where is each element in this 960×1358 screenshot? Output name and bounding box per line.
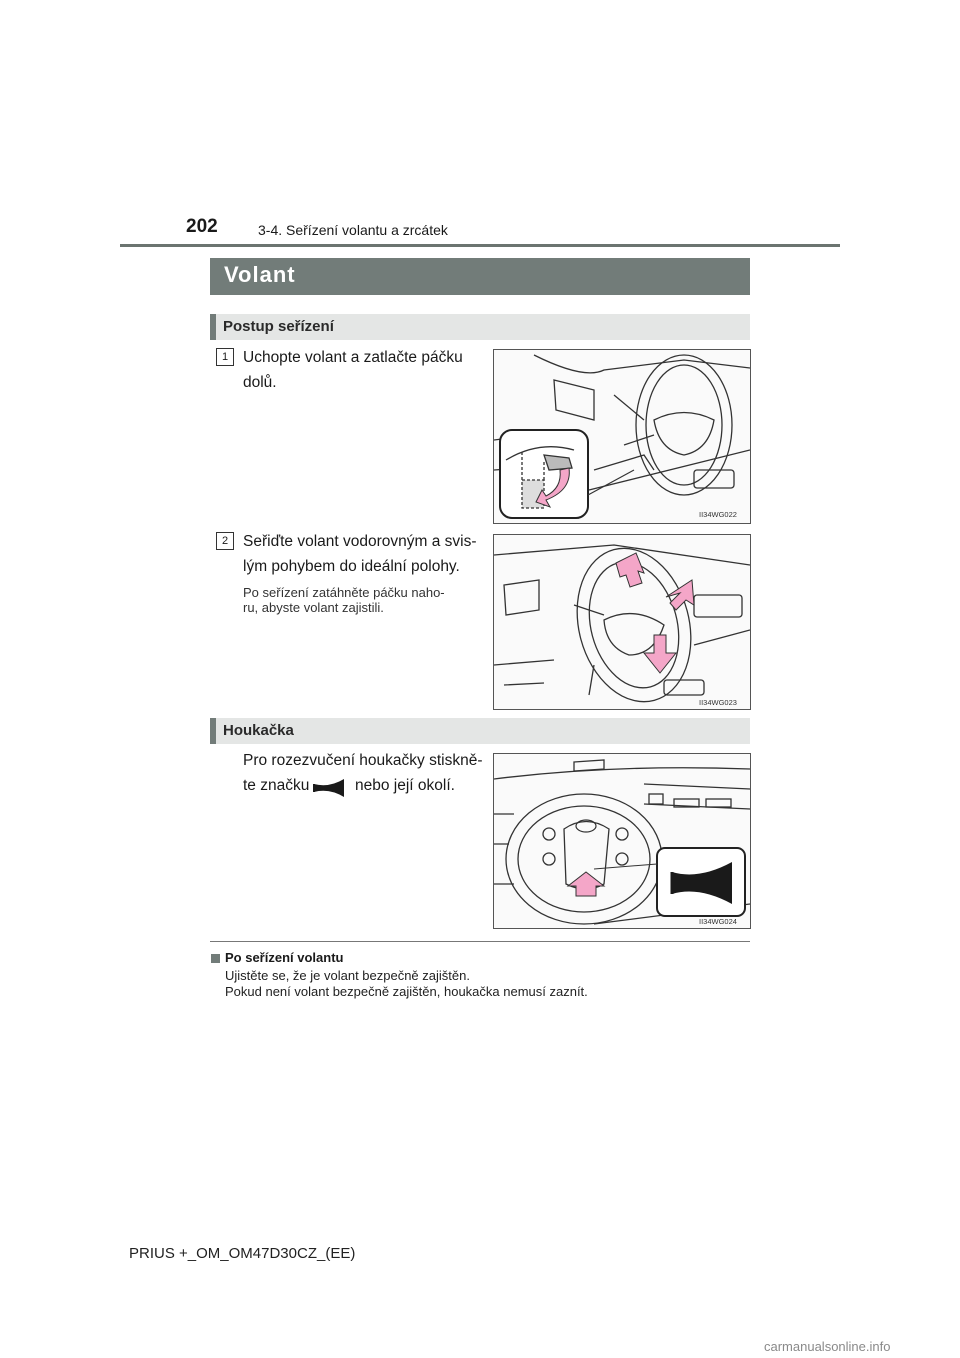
illustration-code-3: II34WG024 [699, 917, 737, 926]
horn-text-line-2 [243, 773, 493, 798]
footer-code: PRIUS +_OM_OM47D30CZ_(EE) [129, 1245, 356, 1262]
step-2-line-1: Seřiďte volant vodorovným a svis- [243, 533, 477, 550]
step-2-note-line-2: ru, abyste volant zajistili. [243, 600, 384, 615]
subheading-accent-horn [210, 718, 216, 744]
header-rule [120, 244, 840, 247]
horn-text-line-1: Pro rozezvučení houkačky stiskně- [243, 752, 483, 769]
illustration-code-2: II34WG023 [699, 698, 737, 707]
step-2-line-2: lým pohybem do ideální polohy. [243, 558, 460, 575]
page-number: 202 [186, 216, 218, 237]
note-square-icon [211, 954, 220, 963]
steering-adjust-drawing [494, 535, 750, 709]
note-body [225, 968, 588, 1000]
subheading-horn: Houkačka [223, 722, 294, 739]
step-1-line-2: dolů. [243, 374, 277, 391]
note-separator [210, 941, 750, 942]
note-line-2: Pokud není volant bezpečně zajištěn, houkačka nemusí zaznít. [225, 984, 588, 999]
step-1-line-1: Uchopte volant a zatlačte páčku [243, 349, 463, 366]
watermark: carmanualsonline.info [764, 1339, 891, 1354]
step-2-note-line-1: Po seřízení zatáhněte páčku naho- [243, 585, 445, 600]
step-number-2: 2 [216, 532, 234, 550]
horn-text-before-icon: te značku [243, 777, 310, 794]
illustration-horn [493, 753, 751, 929]
section-header: 3-4. Seřízení volantu a zrcátek [258, 222, 448, 238]
page-title: Volant [224, 262, 296, 287]
subheading-adjustment: Postup seřízení [223, 318, 334, 335]
step-1-text [243, 345, 483, 395]
step-2-text [243, 529, 488, 579]
step-2-note [243, 585, 488, 615]
horn-text-after-icon: nebo její okolí. [355, 777, 455, 794]
illustration-tilt-lever [493, 349, 751, 524]
horn-text [243, 748, 493, 798]
step-number-1: 1 [216, 348, 234, 366]
illustration-wheel-adjust [493, 534, 751, 710]
subheading-accent [210, 314, 216, 340]
illustration-code-1: II34WG022 [699, 510, 737, 519]
steering-lever-drawing [494, 350, 750, 523]
note-title: Po seřízení volantu [225, 950, 344, 965]
note-line-1: Ujistěte se, že je volant bezpečně zajištěn. [225, 968, 470, 983]
horn-icon [313, 778, 345, 806]
horn-wheel-drawing [494, 754, 750, 928]
